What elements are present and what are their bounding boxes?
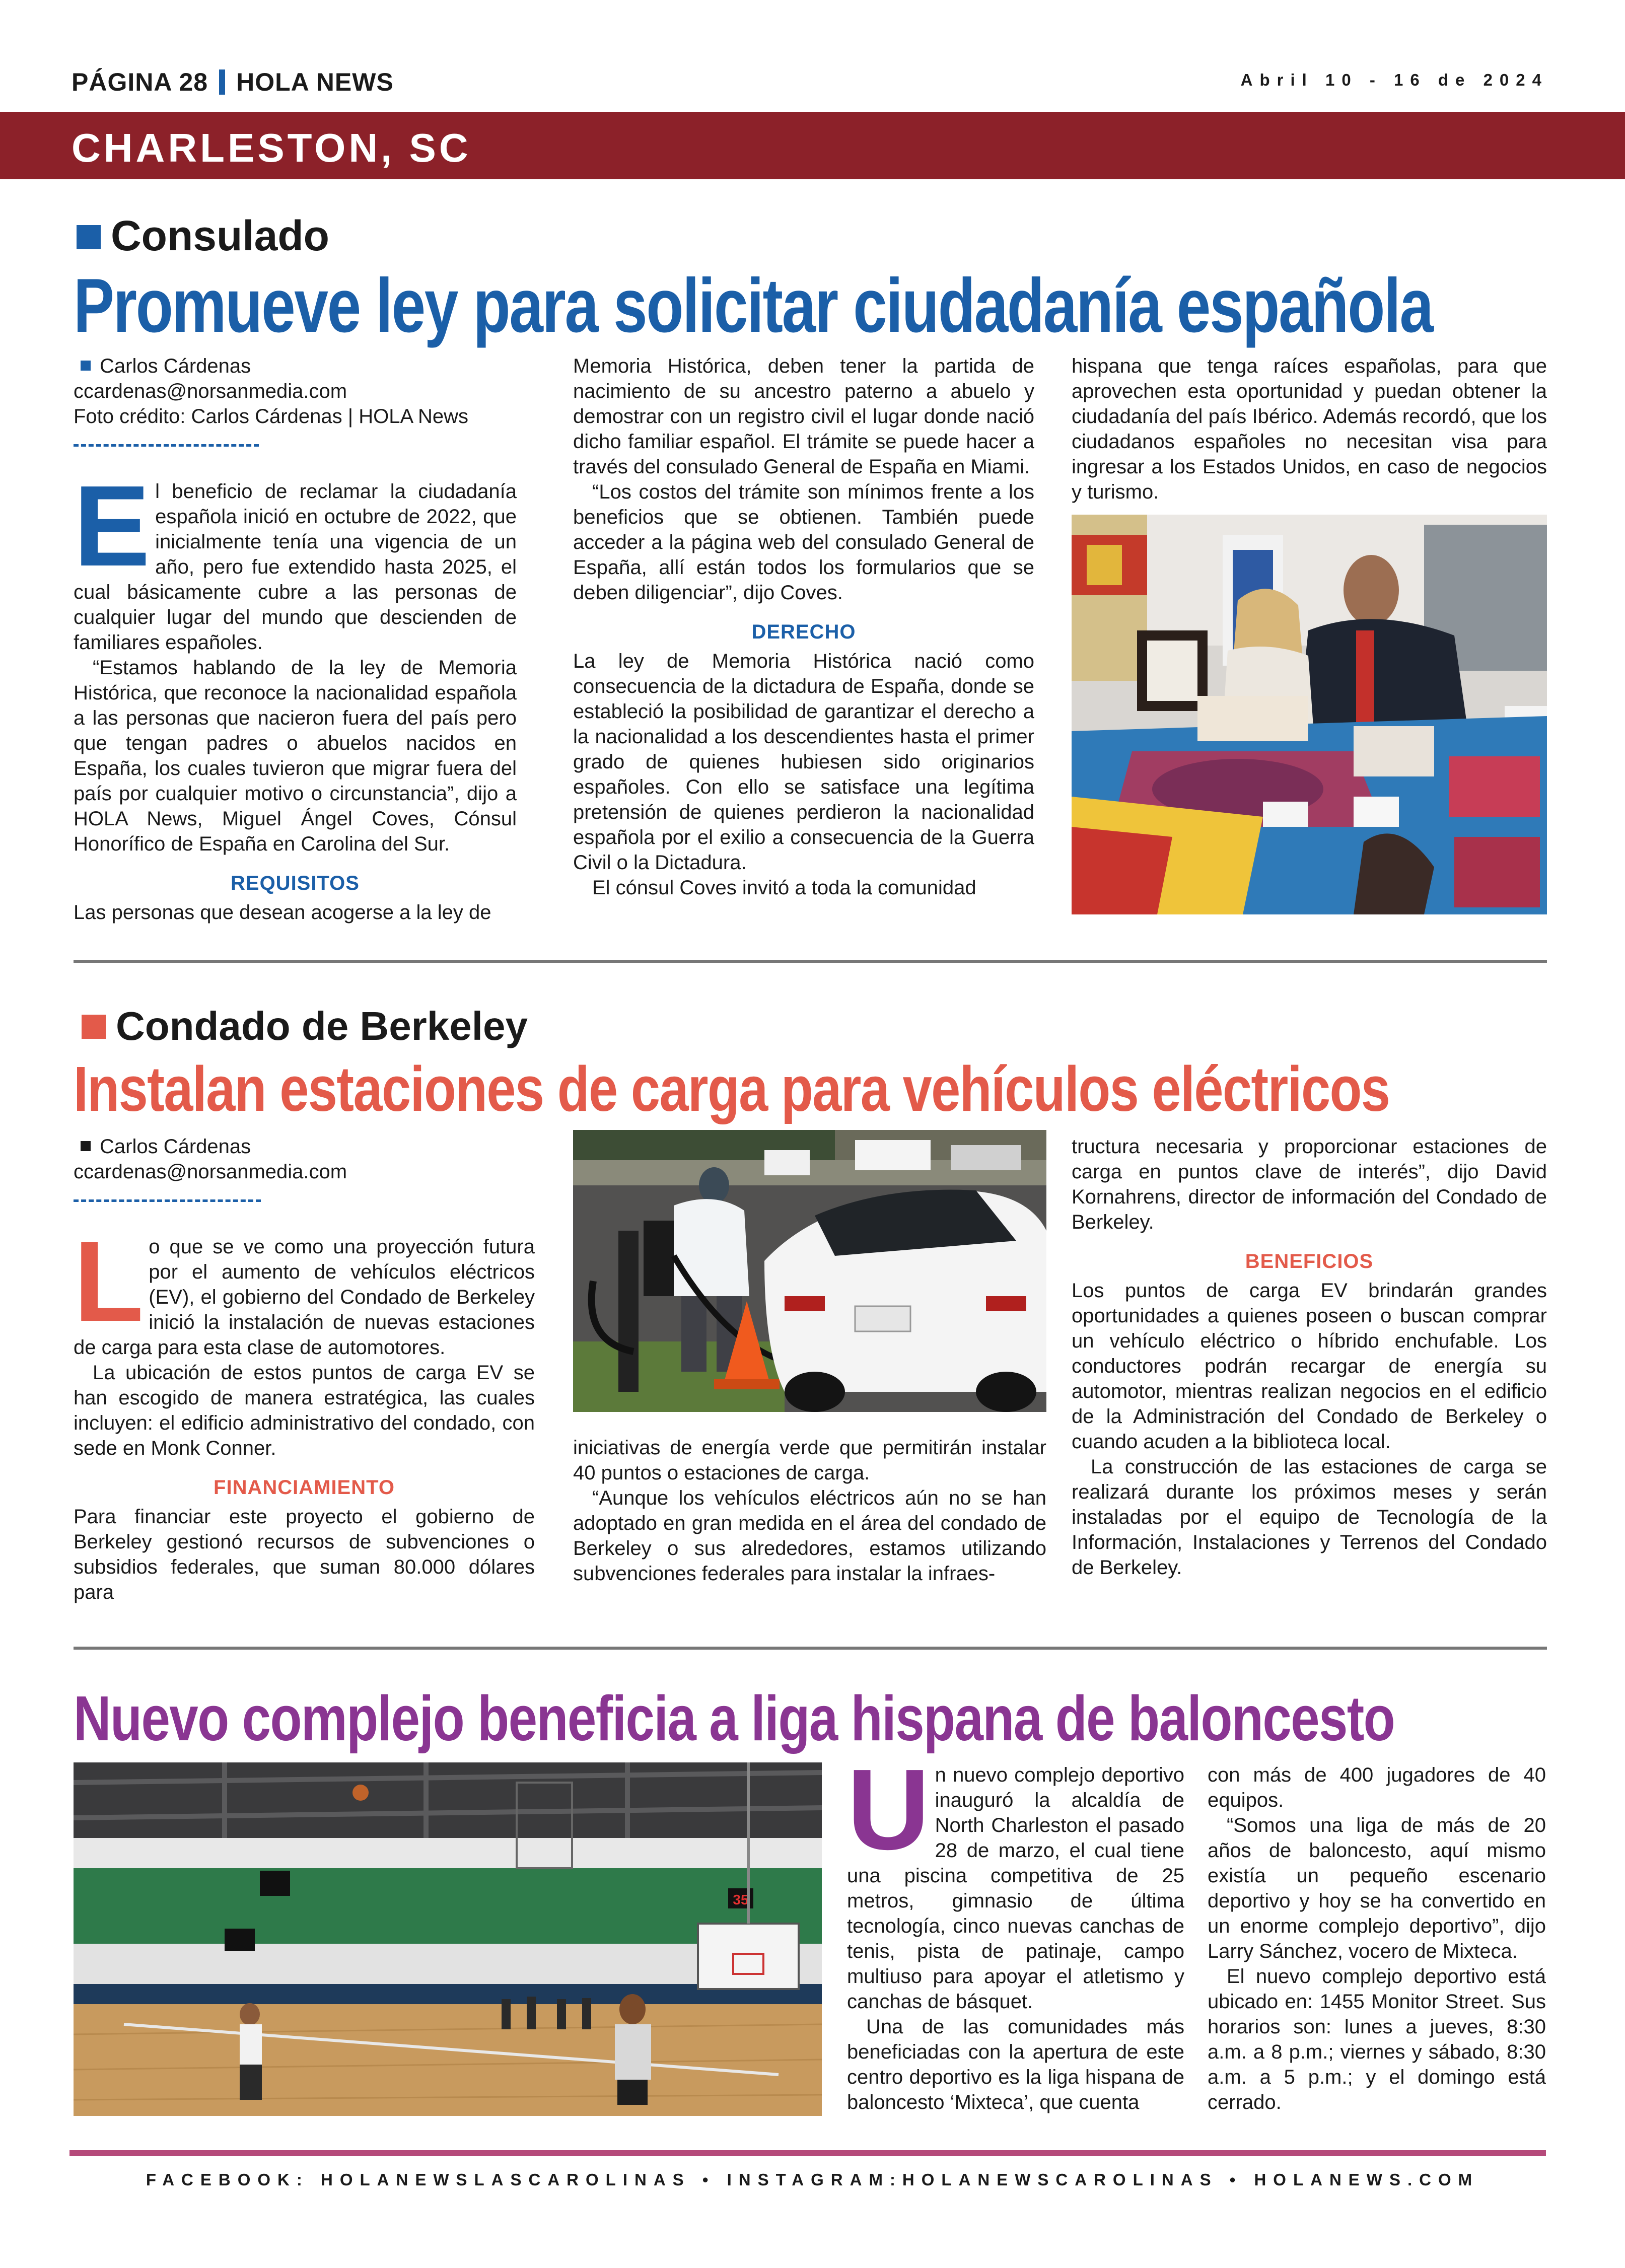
article2-title: Instalan estaciones de carga para vehículos eléctricos: [74, 1053, 1390, 1124]
author-email[interactable]: ccardenas@norsanmedia.com: [74, 380, 347, 402]
article3-body-col2: con más de 400 jugadores de 40 equipos. “Somos una liga de más de 20 años de baloncesto, aquí mismo existía un pequeño escenario deportivo y hoy se ha convertido en un enorme complejo deportivo”, dijo Larry Sánchez, vocero de Mixteca. El nuevo complejo deportivo está ubicado en: 1455 Monitor Street. Sus horarios son: lunes a jueves, 8:30 a.m. a 8 p.m.; viernes y sábado, 8:30 a.m. a 5 p.m.; y el domingo está cerrado.: [1208, 1764, 1546, 2113]
photo-credit: Foto crédito: Carlos Cárdenas | HOLA News: [74, 405, 469, 428]
kicker-square-icon: [82, 1015, 106, 1039]
page-number: PÁGINA 28: [72, 68, 208, 96]
article2-byline: [74, 1134, 535, 1184]
section-band: [0, 112, 1625, 179]
article1-kicker: Consulado: [77, 211, 329, 260]
article2-body-col3: tructura necesaria y proporcionar estaciones de carga en puntos clave de interés”, dijo David Kornahrens, director de información del Condado de Berkeley. BENEFICIOS Los puntos de carga EV brindarán grandes oportunidades a quienes poseen o buscan comprar un vehículo eléctrico o híbrido enchufable. Los conductores podrán recargar de energía su automotor, mientras realizan negocios en el edificio de la Administración del Condado de Berkeley o cuando acuden a la biblioteca local. La construcción de las estaciones de carga se realizará durante los próximos meses y serán instaladas por el equipo de Tecnología de la Información, Instalaciones y Terrenos del Condado de Berkeley.: [1072, 1136, 1547, 1579]
article1-title: Promueve ley para solicitar ciudadanía española: [74, 263, 1433, 348]
page-header: [72, 67, 394, 97]
section-divider: [74, 960, 1547, 963]
subhead-requisitos: REQUISITOS: [231, 872, 360, 894]
scoreboard-number: 35: [733, 1892, 749, 1907]
subhead-beneficios: BENEFICIOS: [1245, 1250, 1374, 1272]
header-divider: [219, 69, 225, 95]
section-title: CHARLESTON, SC: [72, 125, 471, 170]
drop-cap: L: [74, 1218, 144, 1345]
article1-body-col1: El beneficio de reclamar la ciudadanía española inició en octubre de 2022, que inicialmente tenía una vigencia de un año, pero fue extendido hasta 2025, el cual básicamente cubre a las personas de cualquier lugar del mundo que descienden de familiares españoles. “Estamos hablando de la ley de Memoria Histórica, que reconoce la nacionalidad española a las personas que nacieron fuera del país pero que tengan padres o abuelos nacidos en España, los cuales tuvieron que migrar fuera del país por cualquier motivo o circunstancia”, dijo a HOLA News, Miguel Ángel Coves, Cónsul Honorífico de España en Carolina del Sur. REQUISITOS Las personas que desean acogerse a la ley de: [74, 462, 517, 924]
gymnasium-photo: [74, 1762, 822, 2116]
issue-date: Abril 10 - 16 de 2024: [1240, 70, 1548, 89]
author-email[interactable]: ccardenas@norsanmedia.com: [74, 1161, 347, 1183]
ev-charging-photo: [573, 1130, 1046, 1412]
article3-title: Nuevo complejo beneficia a liga hispana de baloncesto: [74, 1683, 1395, 1754]
kicker-square-icon: [77, 225, 101, 249]
article1-body-col2: Memoria Histórica, deben tener la partida de nacimiento de su ancestro paterno a abuelo y demostrar con un registro civil el lugar donde nació dicho familiar español. El trámite se puede hacer a través del consulado General de España en Miami. “Los costos del trámite son mínimos frente a los beneficios que se obtienen. También puede acceder a la página web del consulado General de España, allí están todos los formularios que se deben diligenciar”, dijo Coves. DERECHO La ley de Memoria Histórica nació como consecuencia de la dictadura de España, donde se estableció la posibilidad de garantizar el derecho a la nacionalidad a los descendientes hasta el primer grado de quienes hubiesen sido originarios españoles. Con ello se satisface una legítima pretensión de quienes perdieron la nacionalidad española por el exilio a consecuencia de la Guerra Civil o la Dictadura. El cónsul Coves invitó a toda la comunidad: [573, 355, 1034, 899]
article1-column-1: [74, 353, 517, 925]
section-divider: [74, 1647, 1547, 1650]
subhead-derecho: DERECHO: [751, 621, 856, 643]
footer-divider: [69, 2150, 1546, 2156]
byline-square-icon: [81, 361, 91, 371]
publication-name: HOLA NEWS: [236, 68, 394, 96]
drop-cap: E: [74, 462, 151, 590]
article2-column-1: [74, 1134, 535, 1605]
author-name: Carlos Cárdenas: [100, 355, 251, 377]
byline-square-icon: [81, 1141, 91, 1151]
article3-body-col1: Un nuevo complejo deportivo inauguró la alcaldía de North Charleston el pasado 28 de marzo, el cual tiene una piscina competitiva de 25 metros, gimnasio de última tecnología, cinco nuevas canchas de tenis, pista de patinaje, campo multiuso para apoyar el atletismo y canchas de básquet. Una de las comunidades más beneficiadas con la apertura de este centro deportivo es la liga hispana de baloncesto ‘Mixteca’, que cuenta: [847, 1746, 1184, 2113]
article1-body-col3: hispana que tenga raíces españolas, para que aprovechen esta oportunidad y puedan obtener la ciudadanía del país Ibérico. Además recordó, que los ciudadanos españoles no necesitan visa para ingresar a los Estados Unidos, en caso de negocios y turismo.: [1072, 355, 1547, 503]
article2-body-col2: iniciativas de energía verde que permitirán instalar 40 puntos o estaciones de carga. “Aunque los vehículos eléctricos aún no se han adoptado en gran medida en el área del condado de Berkeley o sus alrededores, estamos utilizando subvenciones federales para instalar la infraes-: [573, 1437, 1046, 1585]
subhead-financiamiento: FINANCIAMIENTO: [214, 1476, 395, 1499]
byline-divider: [74, 1199, 261, 1202]
consulate-photo: [1072, 515, 1547, 914]
article1-byline: [74, 353, 517, 429]
article2-body-col1: Lo que se ve como una proyección futura por el aumento de vehículos eléctricos (EV), el gobierno del Condado de Berkeley inició la instalación de nuevas estaciones de carga para esta clase de automotores. La ubicación de estos puntos de carga EV se han escogido de manera estratégica, las cuales incluyen: el edificio administrativo del condado, con sede en Monk Conner. FINANCIAMIENTO Para financiar este proyecto el gobierno de Berkeley gestionó recursos de subvenciones o subsidios federales, que suman 80.000 dólares para: [74, 1218, 535, 1603]
byline-divider: [74, 444, 259, 447]
author-name: Carlos Cárdenas: [100, 1136, 251, 1158]
drop-cap: U: [847, 1746, 930, 1874]
footer-social-links: FACEBOOK: HOLANEWSLASCAROLINAS • INSTAGRAM:HOLANEWSCAROLINAS • HOLANEWS.COM: [146, 2170, 1479, 2189]
article2-kicker: Condado de Berkeley: [82, 1003, 528, 1049]
